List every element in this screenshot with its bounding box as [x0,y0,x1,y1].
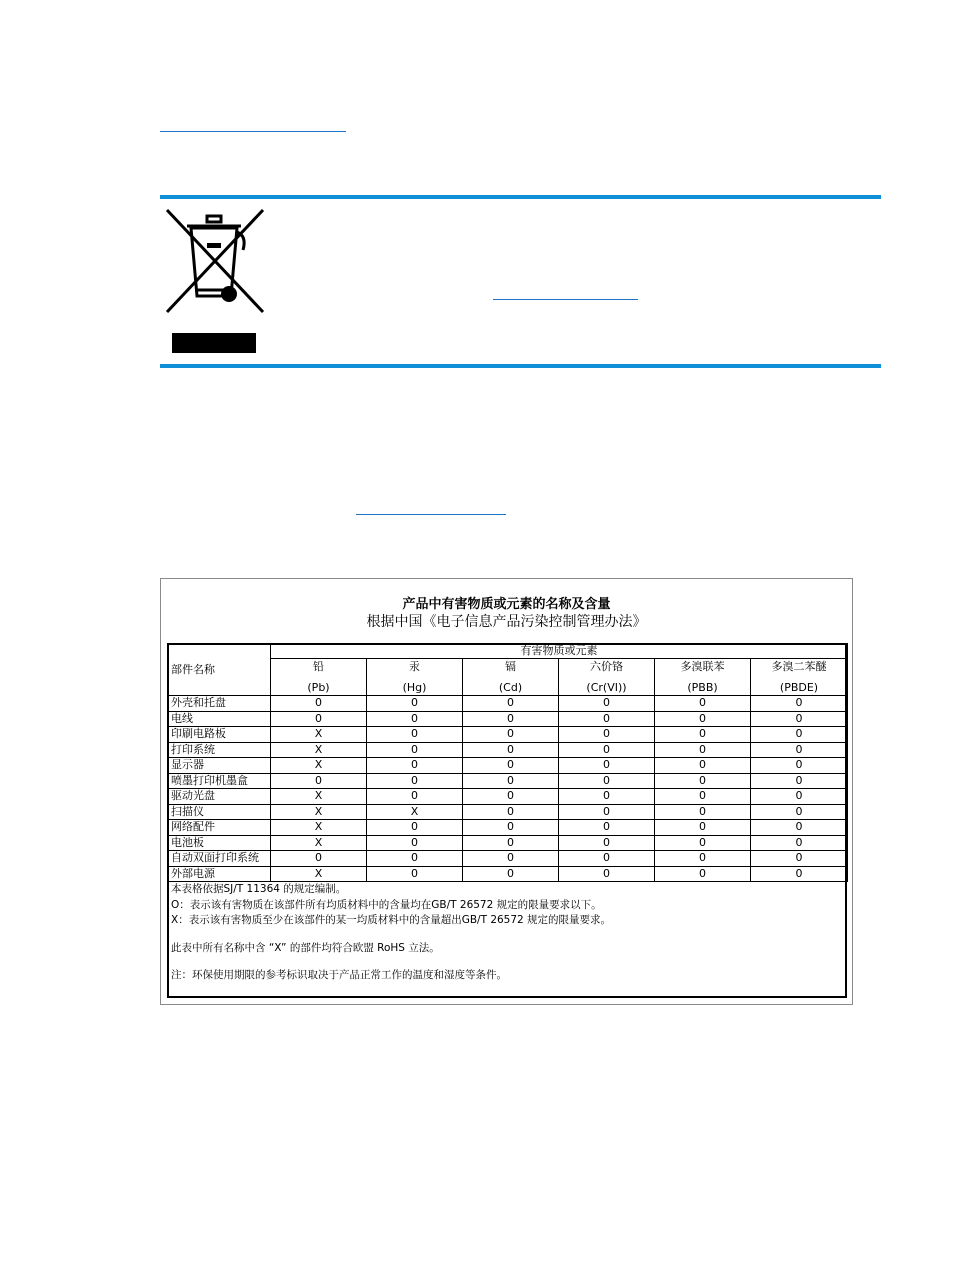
substance-value-cell: 0 [463,789,559,805]
substance-name: 多溴联苯 [680,660,725,673]
substance-value-cell: 0 [367,773,463,789]
substance-value-cell: 0 [367,820,463,836]
note-legend-o: O：表示该有害物质在该部件所有均质材料中的含量均在GB/T 26572 规定的限量要求以下。 [171,898,602,911]
part-name-cell: 喷墨打印机墨盒 [168,773,271,789]
note-epup: 注：环保使用期限的参考标识取决于产品正常工作的温度和湿度等条件。 [171,969,507,981]
substance-value-cell: 0 [559,727,655,743]
substance-value-cell: 0 [655,758,751,774]
substance-symbol: (Cr(VI)) [586,681,627,694]
substance-value-cell: 0 [751,835,848,851]
substance-value-cell: 0 [463,866,559,882]
link-underline[interactable] [160,131,346,132]
substance-value-cell: 0 [463,835,559,851]
substance-value-cell: 0 [751,727,848,743]
substance-value-cell: 0 [559,820,655,836]
substance-value-cell: 0 [655,804,751,820]
weee-date-bar [172,333,256,353]
substance-name: 镉 [505,660,516,673]
substance-value-cell: X [271,758,367,774]
section-rule-bottom [160,364,881,368]
substance-value-cell: X [271,835,367,851]
substance-value-cell: 0 [367,742,463,758]
section-rule-top [160,195,881,199]
substance-value-cell: X [271,727,367,743]
substance-value-cell: 0 [559,789,655,805]
note-rohs-compliance: 此表中所有名称中含 “X” 的部件均符合欧盟 RoHS 立法。 [171,941,440,954]
substance-value-cell: 0 [655,727,751,743]
part-name-header: 部件名称 [168,644,271,696]
substance-value-cell: 0 [751,789,848,805]
part-name-cell: 印刷电路板 [168,727,271,743]
substance-value-cell: 0 [655,742,751,758]
substance-value-cell: 0 [463,758,559,774]
substance-value-cell: X [271,866,367,882]
substance-value-cell: 0 [559,696,655,712]
substance-name: 六价铬 [590,660,623,673]
substance-value-cell: 0 [751,773,848,789]
substance-value-cell: 0 [463,851,559,867]
part-name-cell: 打印系统 [168,742,271,758]
rohs-table-subtitle: 根据中国《电子信息产品污染控制管理办法》 [366,614,647,630]
part-name-cell: 外壳和托盘 [168,696,271,712]
substance-value-cell: 0 [751,696,848,712]
substance-value-cell: 0 [559,835,655,851]
substance-value-cell: 0 [367,727,463,743]
substance-value-cell: 0 [367,711,463,727]
substance-value-cell: 0 [655,820,751,836]
substance-value-cell: 0 [751,758,848,774]
link-underline[interactable] [493,299,638,300]
substance-value-cell: 0 [463,696,559,712]
substance-symbol: (Cd) [498,681,523,694]
substance-group-header: 有害物质或元素 [271,644,848,659]
substance-value-cell: 0 [367,758,463,774]
substance-symbol: (Pb) [307,681,330,694]
substance-symbol: (Hg) [402,681,427,694]
substance-symbol: (PBDE) [779,681,819,694]
substance-value-cell: 0 [751,742,848,758]
part-name-cell: 自动双面打印系统 [168,851,271,867]
part-name-cell: 外部电源 [168,866,271,882]
note-standard: 本表格依据SJ/T 11364 的规定编制。 [171,883,347,895]
substance-value-cell: X [271,804,367,820]
substance-value-cell: 0 [655,851,751,867]
rohs-table-notes [171,882,841,984]
substance-value-cell: 0 [367,851,463,867]
substance-value-cell: X [271,789,367,805]
crossed-out-wheelie-bin-icon [165,206,265,316]
part-name-cell: 网络配件 [168,820,271,836]
part-name-cell: 显示器 [168,758,271,774]
substance-value-cell: 0 [655,773,751,789]
part-name-cell: 电池板 [168,835,271,851]
substance-value-cell: 0 [655,835,751,851]
substance-value-cell: 0 [367,696,463,712]
substance-name: 铅 [313,660,324,673]
substance-value-cell: 0 [367,835,463,851]
substance-value-cell: 0 [751,804,848,820]
substance-value-cell: X [271,742,367,758]
substance-value-cell: 0 [751,866,848,882]
substance-value-cell: 0 [463,742,559,758]
substance-value-cell: 0 [463,727,559,743]
substance-value-cell: 0 [655,789,751,805]
substance-value-cell: 0 [271,711,367,727]
substance-value-cell: 0 [655,866,751,882]
substance-name: 汞 [409,660,420,673]
substance-value-cell: 0 [559,773,655,789]
substance-value-cell: 0 [751,851,848,867]
substance-value-cell: 0 [463,773,559,789]
substance-value-cell: 0 [271,851,367,867]
link-underline[interactable] [356,514,506,515]
substance-value-cell: 0 [559,742,655,758]
substance-value-cell: 0 [463,711,559,727]
substance-value-cell: 0 [559,866,655,882]
part-name-cell: 驱动光盘 [168,789,271,805]
substance-value-cell: 0 [463,804,559,820]
part-name-cell: 电线 [168,711,271,727]
substance-symbol: (PBB) [687,681,718,694]
substance-value-cell: 0 [751,820,848,836]
substance-value-cell: 0 [559,851,655,867]
substance-value-cell: 0 [655,696,751,712]
substance-value-cell: 0 [271,773,367,789]
substance-value-cell: X [271,820,367,836]
substance-value-cell: 0 [271,696,367,712]
substance-value-cell: 0 [559,804,655,820]
substance-value-cell: 0 [655,711,751,727]
note-legend-x: X：表示该有害物质至少在该部件的某一均质材料中的含量超出GB/T 26572 规定的限量要求。 [171,914,612,926]
substance-value-cell: 0 [751,711,848,727]
substance-value-cell: 0 [367,866,463,882]
substance-value-cell: 0 [559,711,655,727]
rohs-table-title: 产品中有害物质或元素的名称及含量 [402,597,611,612]
substance-name: 多溴二苯醚 [771,660,827,673]
substance-value-cell: 0 [367,789,463,805]
substance-value-cell: 0 [559,758,655,774]
substance-value-cell: 0 [463,820,559,836]
substance-value-cell: X [367,804,463,820]
part-name-cell: 扫描仪 [168,804,271,820]
